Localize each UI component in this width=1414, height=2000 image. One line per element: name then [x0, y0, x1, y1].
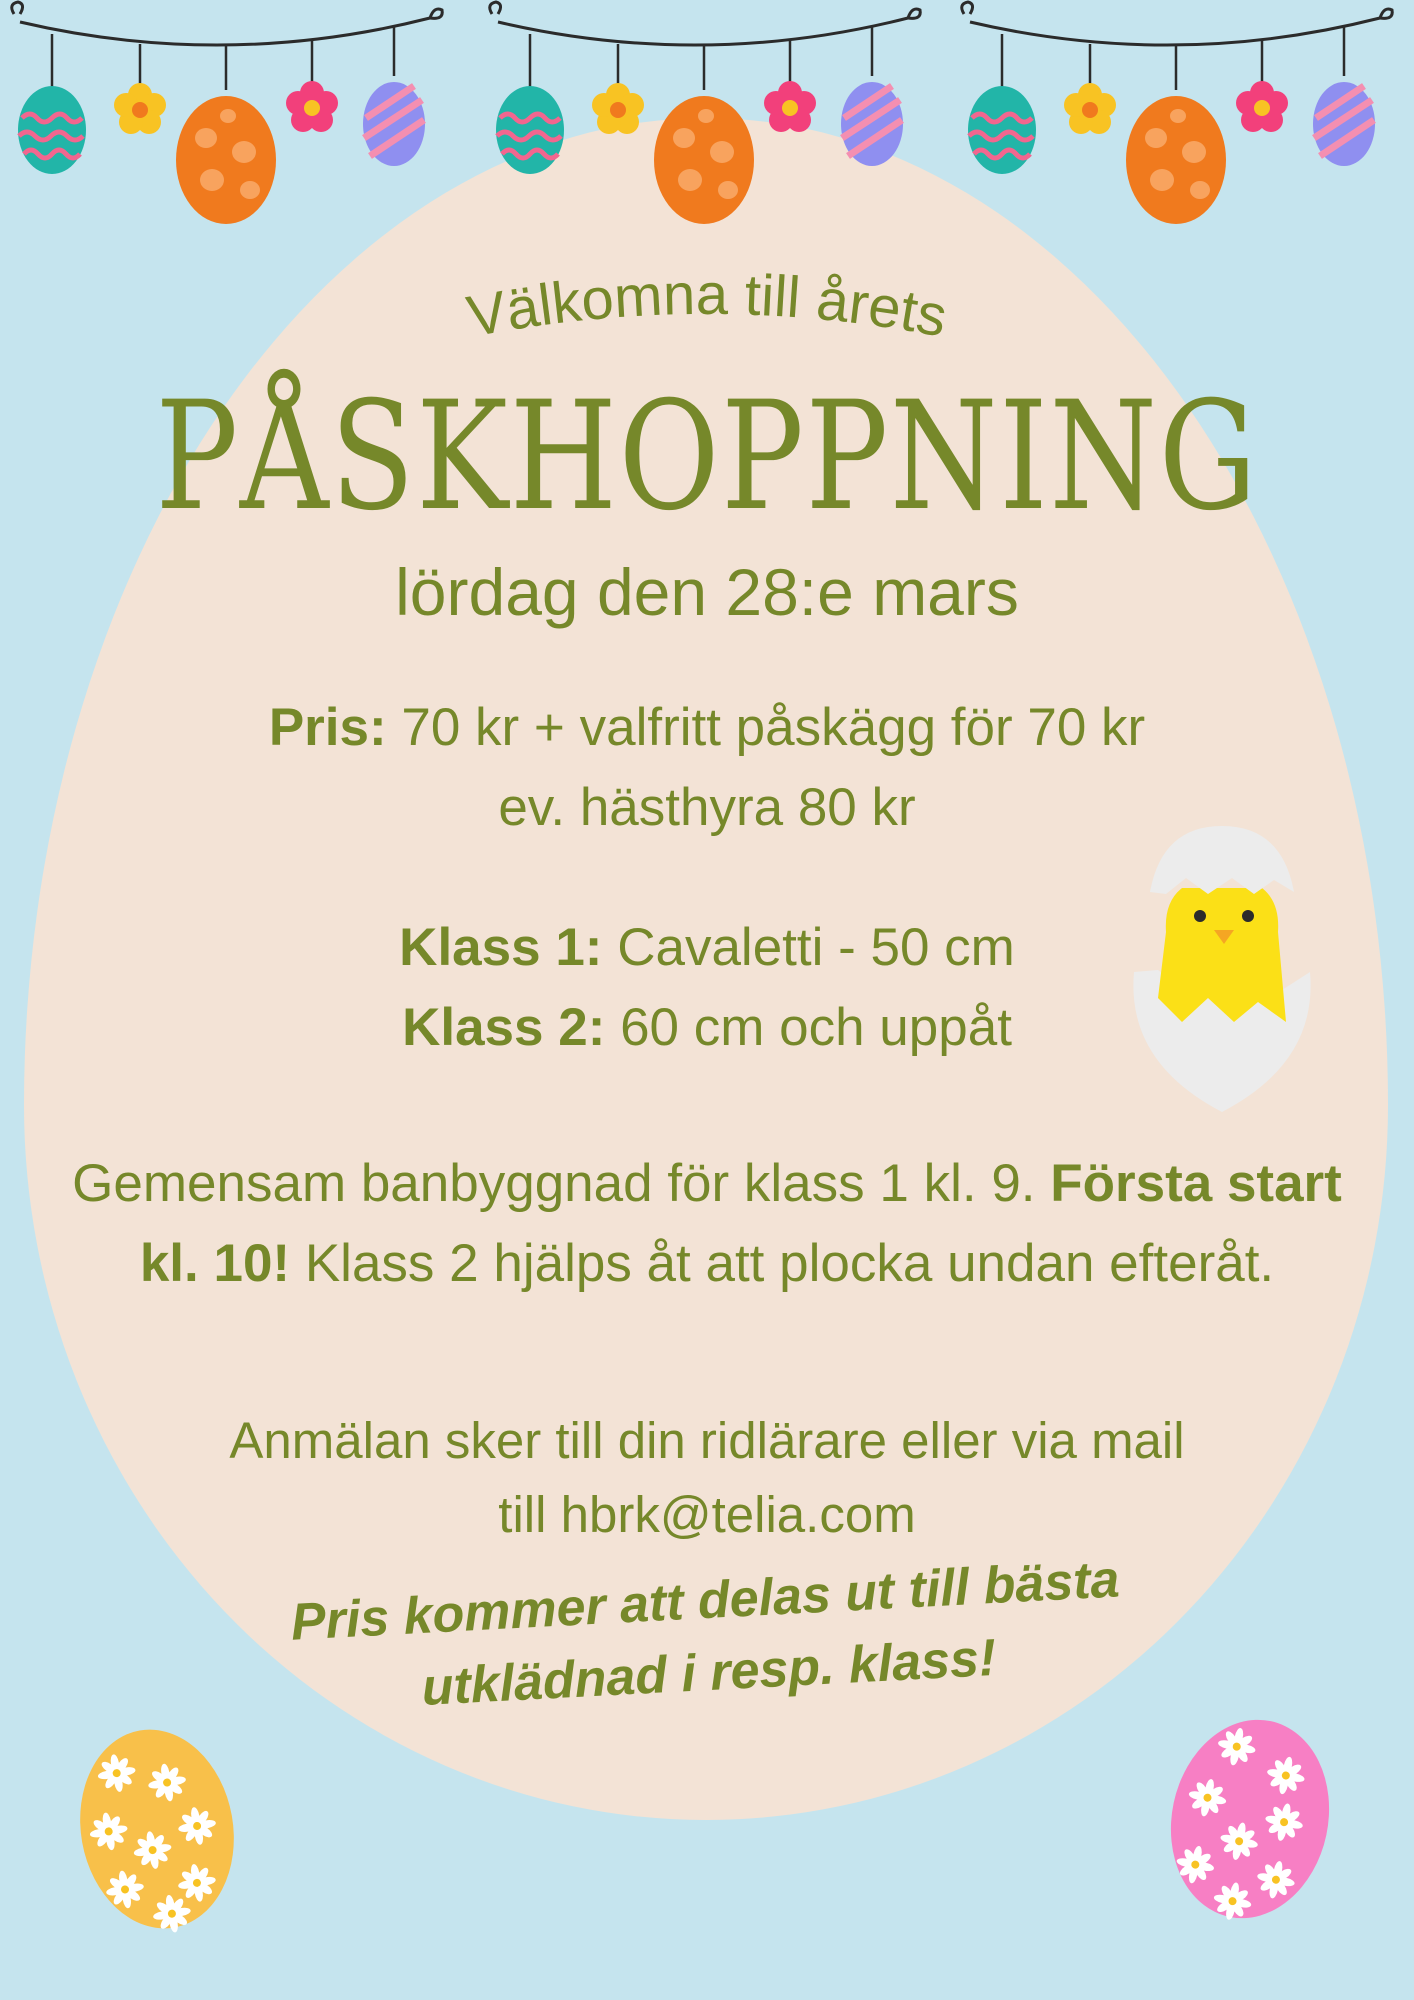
- garland-right: [962, 2, 1393, 224]
- price-text: 70 kr + valfritt påskägg för 70 kr: [401, 698, 1146, 757]
- info-first-start: Första start kl. 10!: [139, 1154, 1342, 1293]
- pink-daisy-egg-icon: [1152, 1705, 1347, 1936]
- signup-line-1: Anmälan sker till din ridlärare eller via mail: [229, 1412, 1185, 1469]
- signup-info: [0, 1404, 1414, 1552]
- garland-left: [12, 2, 443, 224]
- yellow-daisy-egg-icon: [65, 1717, 250, 1945]
- class-1-label: Klass 1:: [399, 918, 603, 977]
- signup-line-2: till hbrk@telia.com: [498, 1486, 916, 1543]
- prize-line-1: Pris kommer att delas ut till bästa: [289, 1550, 1121, 1652]
- schedule-info: [70, 1144, 1344, 1304]
- class-1-text: Cavaletti - 50 cm: [617, 918, 1015, 977]
- svg-text:Välkomna till årets: [462, 262, 952, 350]
- class-2-label: Klass 2:: [402, 998, 606, 1057]
- welcome-text: Välkomna till årets: [462, 261, 952, 350]
- price-block: [0, 688, 1414, 848]
- price-label: Pris:: [268, 698, 387, 757]
- horse-rent-line: ev. hästhyra 80 kr: [498, 778, 916, 837]
- price-line: [0, 688, 1414, 768]
- class-2-line: [0, 988, 1414, 1068]
- info-part-2: Klass 2 hjälps åt att plocka undan efteråt.: [304, 1234, 1275, 1293]
- class-2-text: 60 cm och uppåt: [620, 998, 1012, 1057]
- prize-line-2: utklädnad i resp. klass!: [420, 1628, 998, 1717]
- event-date: lördag den 28:e mars: [395, 555, 1019, 629]
- garland-middle: [490, 2, 921, 224]
- event-title: PÅSKHOPPNING: [155, 370, 1259, 544]
- info-part-1: Gemensam banbyggnad för klass 1 kl. 9.: [72, 1154, 1036, 1213]
- class-1-line: [0, 908, 1414, 988]
- classes-block: [0, 908, 1414, 1068]
